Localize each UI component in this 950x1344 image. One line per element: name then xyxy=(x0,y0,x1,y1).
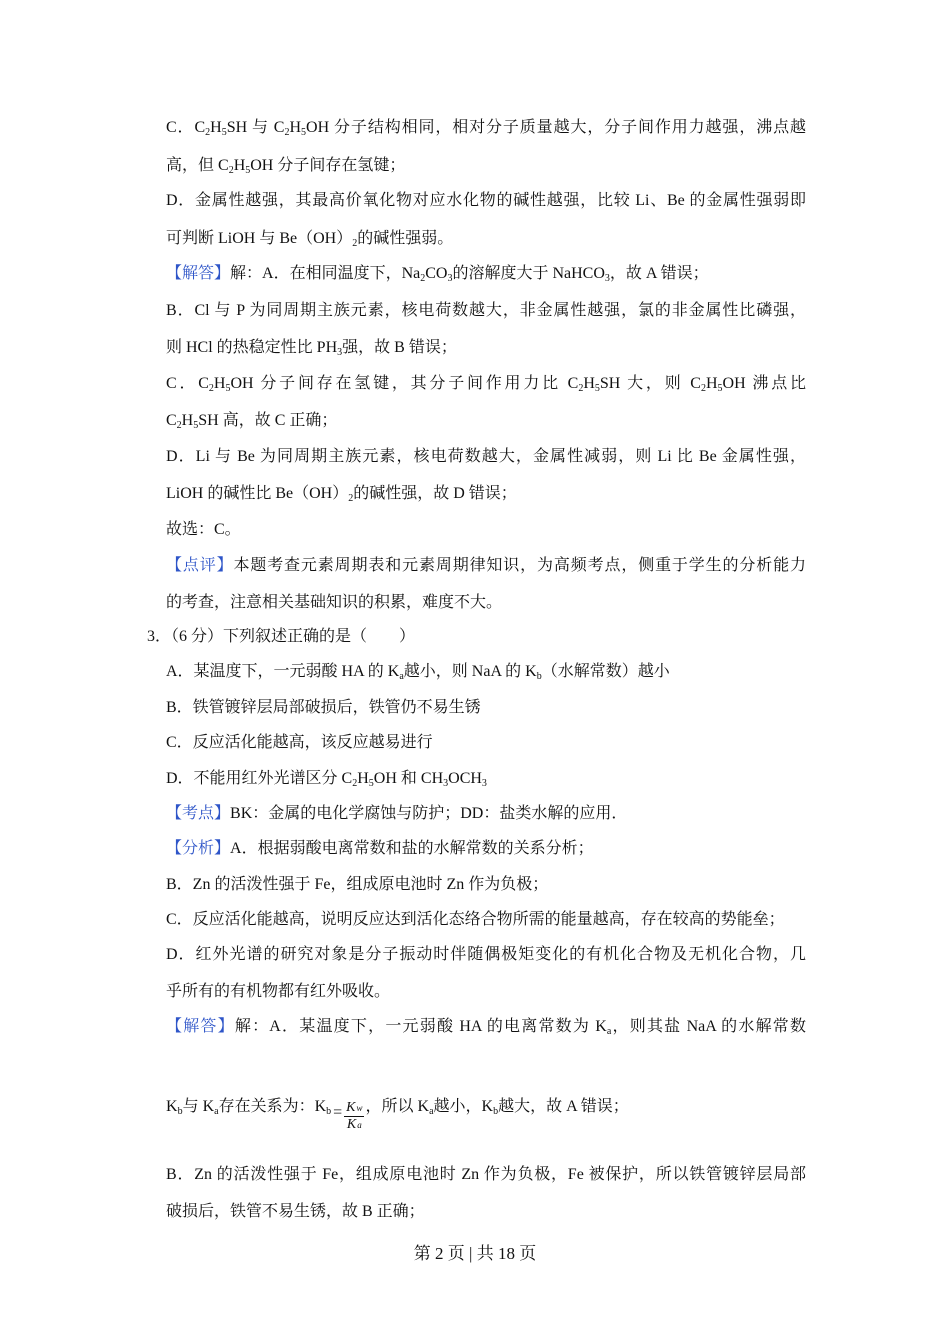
numerator: K xyxy=(346,1100,356,1115)
subscript: a xyxy=(606,1026,612,1037)
subscript: 5 xyxy=(301,127,307,138)
formula-before: $K_b$与 $K_a$存在关系为：$K_b$ xyxy=(166,1098,332,1118)
text-line: 高，但 $C_2H_5OH$ 分子间存在氢键； xyxy=(166,157,406,176)
answer-line: 【解答】解：A．在相同温度下，$Na_2CO_3$的溶解度大于 NaHCO$_3$，故 A 错误； xyxy=(166,265,709,284)
equals-sign: = xyxy=(333,1104,343,1122)
formula-after: ，所以 $K_a$越小，$K_b$越大，故 A 错误； xyxy=(365,1098,629,1118)
text-line: LiOH 的碱性比 $Be(OH)_2$的碱性强，故 D 错误； xyxy=(166,485,517,504)
subscript: 5 xyxy=(221,127,227,138)
subscript: 2 xyxy=(208,383,214,394)
section-tag: 【点评】 xyxy=(166,557,234,574)
option-b: B．铁管镀锌层局部破损后，铁管仍不易生锈 xyxy=(166,699,481,716)
text-line: 故选：C。 xyxy=(166,521,241,538)
text-line: D．金属性越强，其最高价氧化物对应水化物的碱性越强，比较 Li、Be 的金属性强弱即 xyxy=(166,192,806,209)
subscript: 3 xyxy=(604,273,610,284)
section-tag: 【解答】 xyxy=(166,1018,235,1035)
page-footer: 第 2 页 | 共 18 页 xyxy=(413,1244,537,1263)
section-tag: 【解答】 xyxy=(166,265,231,282)
text-line: 则 HCl 的热稳定性比 $PH_3$强，故 B 错误； xyxy=(166,339,457,358)
text-line: B．Zn 的活泼性强于 Fe，组成原电池时 Zn 作为负极； xyxy=(166,876,549,893)
subscript: 5 xyxy=(245,165,251,176)
section-tag: 【分析】 xyxy=(166,840,231,857)
text-line: 的考查，注意相关基础知识的积累，难度不大。 xyxy=(166,594,503,611)
text-line: D．红外光谱的研究对象是分子振动时伴随偶极矩变化的有机化合物及无机化合物，几 xyxy=(166,946,806,963)
subscript: 2 xyxy=(578,383,584,394)
subscript: 5 xyxy=(594,383,600,394)
question-title: 3．（6 分）下列叙述正确的是（ ） xyxy=(147,628,416,645)
fraction xyxy=(344,1100,363,1133)
answer-line: 【解答】解：A．某温度下，一元弱酸 HA 的电离常数为 $K_a$，则其盐 NaA 的水解常数 xyxy=(166,1018,806,1037)
text-line: B．Cl 与 P 为同周期主族元素，核电荷数越大，非金属性越强，氯的非金属性比磷强， xyxy=(166,302,806,319)
subscript: 3 xyxy=(481,778,487,789)
text-line: $C_2H_5SH$ 高，故 C 正确； xyxy=(166,412,338,431)
subscript: 3 xyxy=(337,347,343,358)
denominator-sub: a xyxy=(357,1120,362,1130)
denominator: K xyxy=(346,1117,357,1132)
subscript: a xyxy=(399,671,404,682)
subscript: b xyxy=(536,671,542,682)
text-line: C．反应活化能越高，说明反应达到活化态络合物所需的能量越高，存在较高的势能垒； xyxy=(166,911,785,928)
subscript: 2 xyxy=(352,238,358,249)
subscript: 2 xyxy=(205,127,211,138)
subscript: 2 xyxy=(228,165,234,176)
subscript: a xyxy=(429,1106,434,1118)
comment-line: 【点评】本题考查元素周期表和元素周期律知识，为高频考点，侧重于学生的分析能力 xyxy=(166,557,806,574)
subscript: 2 xyxy=(348,493,354,504)
subscript: a xyxy=(214,1106,219,1118)
subscript: 2 xyxy=(352,778,358,789)
subscript: 5 xyxy=(225,383,231,394)
text-line: 可判断 LiOH 与 $Be(OH)_2$的碱性强弱。 xyxy=(166,230,454,249)
text-line: 乎所有的有机物都有红外吸收。 xyxy=(166,983,391,1000)
subscript: b xyxy=(326,1106,332,1118)
formula-line xyxy=(166,1091,806,1132)
subscript: 5 xyxy=(193,420,199,431)
subscript: 2 xyxy=(700,383,706,394)
subscript: 2 xyxy=(284,127,290,138)
numerator-sub: w xyxy=(356,1103,363,1113)
subscript: 3 xyxy=(447,273,453,284)
knowledge-point-line: 【考点】BK：金属的电化学腐蚀与防护；DD：盐类水解的应用． xyxy=(166,805,628,822)
analysis-line: 【分析】A．根据弱酸电离常数和盐的水解常数的关系分析； xyxy=(166,840,594,857)
text-line: C．$C_2H_5OH$ 分子间存在氢键，其分子间作用力比 $C_2H_5SH$ 大，则 $C_2H_5OH$ 沸点比 xyxy=(166,375,806,394)
option-a: A．某温度下，一元弱酸 HA 的 $K_a$越小，则 NaA 的 $K_b$（水解常数）越小 xyxy=(166,663,670,682)
subscript: b xyxy=(177,1106,183,1118)
text-line: 破损后，铁管不易生锈，故 B 正确； xyxy=(166,1203,425,1220)
text-line: C．$C_2H_5SH$ 与 $C_2H_5OH$ 分子结构相同，相对分子质量越大，分子间作用力越强，沸点越 xyxy=(166,119,806,138)
subscript: 5 xyxy=(368,778,374,789)
subscript: 3 xyxy=(443,778,449,789)
option-d: D．不能用红外光谱区分 $C_2H_5OH$ 和 $CH_3OCH_3$ xyxy=(166,770,487,789)
option-c: C．反应活化能越高，该反应越易进行 xyxy=(166,734,433,751)
subscript: b xyxy=(493,1106,499,1118)
subscript: 2 xyxy=(176,420,182,431)
subscript: 2 xyxy=(420,273,426,284)
subscript: 5 xyxy=(717,383,723,394)
text-line: B．Zn 的活泼性强于 Fe，组成原电池时 Zn 作为负极，Fe 被保护，所以铁管镀锌层局部 xyxy=(166,1166,806,1183)
section-tag: 【考点】 xyxy=(166,805,231,822)
text-line: D．Li 与 Be 为同周期主族元素，核电荷数越大，金属性减弱，则 Li 比 Be 金属性强， xyxy=(166,448,806,465)
